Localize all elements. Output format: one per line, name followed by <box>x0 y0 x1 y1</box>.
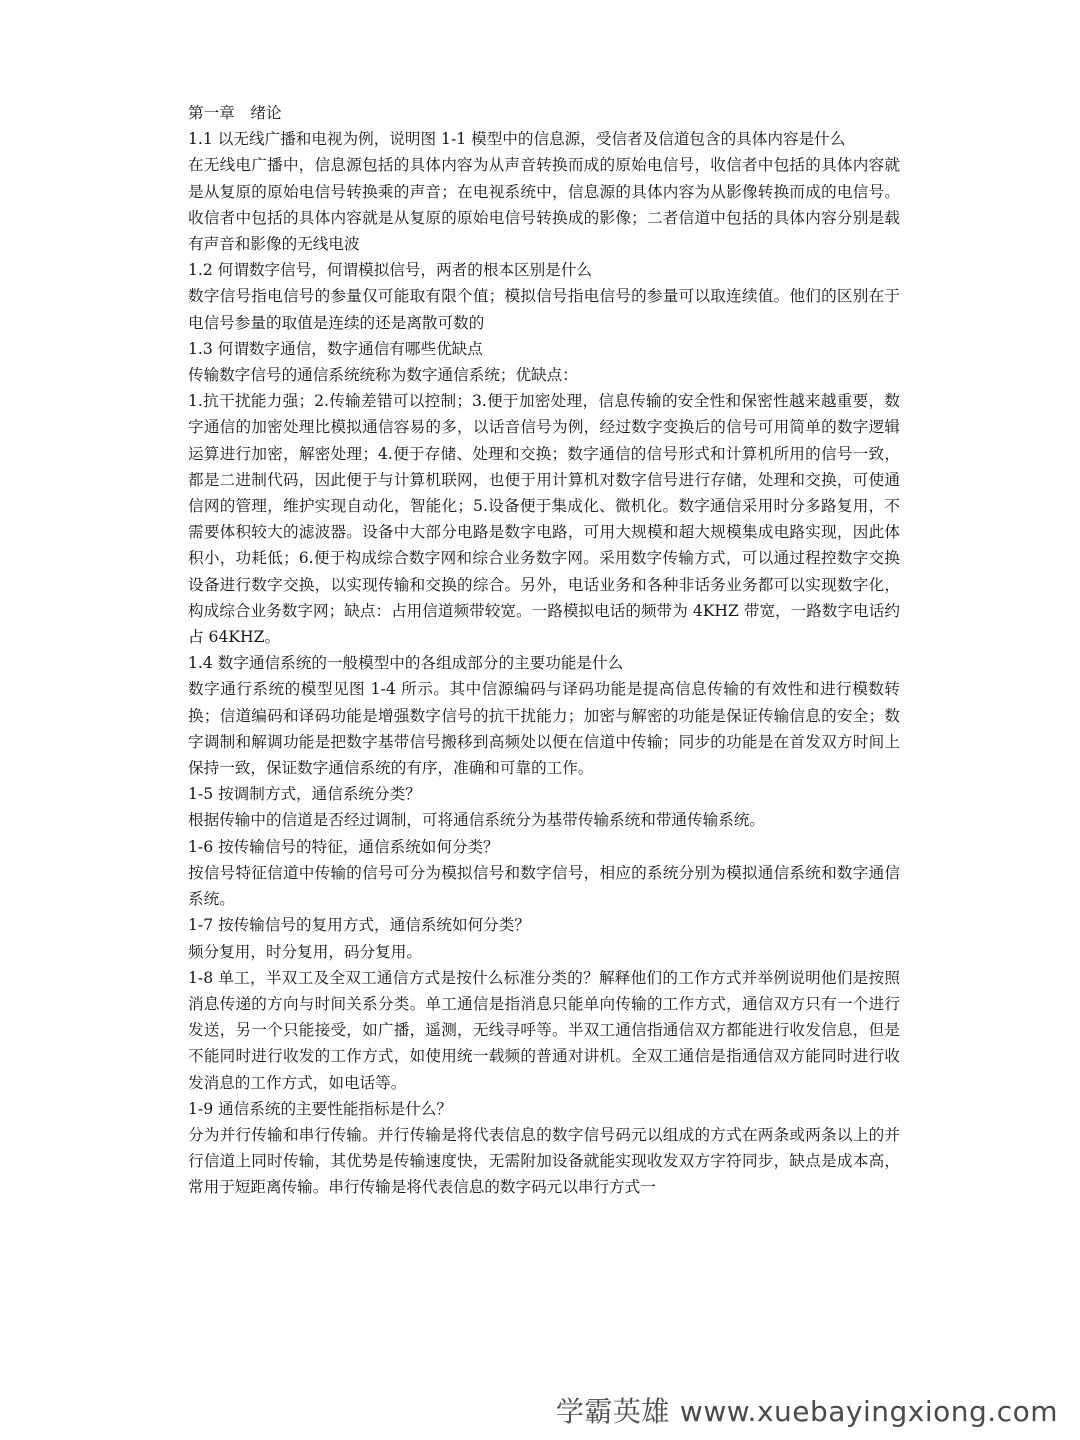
watermark-brand: 学霸英雄 <box>555 1395 670 1428</box>
answer-1-3-body: 1.抗干扰能力强；2.传输差错可以控制；3.便于加密处理，信息传输的安全性和保密性越来越重要，数字通信的加密处理比模拟通信容易的多，以话音信号为例，经过数字变换后的信号可用简单的数字逻辑运算进行加密，解密处理；4.便于存储、处理和交换；数字通信的信号形式和计算机所用的信号一致，都是二进制代码，因此便于与计算机联网，也便于用计算机对数字信号进行存储，处理和交换，可使通信网的管理，维护实现自动化，智能化；5.设备便于集成化、微机化。数字通信采用时分多路复用，不需要体积较大的滤波器。设备中大部分电路是数字电路，可用大规模和超大规模集成电路实现，因此体积小，功耗低；6.便于构成综合数字网和综合业务数字网。采用数字传输方式，可以通过程控数字交换设备进行数字交换，以实现传输和交换的综合。另外，电话业务和各种非话务业务都可以实现数字化，构成综合业务数字网；缺点：占用信道频带较宽。一路模拟电话的频带为 4KHZ 带宽，一路数字电话约占 64KHZ。 <box>188 392 900 647</box>
question-1-1: 1.1 以无线广播和电视为例，说明图 1-1 模型中的信息源，受信者及信道包含的具体内容是什么 <box>188 130 846 149</box>
answer-1-5: 根据传输中的信道是否经过调制，可将通信系统分为基带传输系统和带通传输系统。 <box>188 811 765 830</box>
watermark-url: www.xuebayingxiong.com <box>679 1395 1058 1428</box>
answer-1-6: 按信号特征信道中传输的信号可分为模拟信号和数字信号，相应的系统分别为模拟通信系统和数字通信系统。 <box>188 863 900 909</box>
answer-1-7: 频分复用，时分复用，码分复用。 <box>188 942 422 961</box>
answer-1-2: 数字信号指电信号的参量仅可能取有限个值；模拟信号指电信号的参量可以取连续值。他们的区别在于电信号参量的取值是连续的还是离散可数的 <box>188 287 900 332</box>
answer-1-4: 数字通行系统的模型见图 1-4 所示。其中信源编码与译码功能是提高信息传输的有效性和进行模数转换；信道编码和译码功能是增强数字信号的抗干扰能力；加密与解密的功能是保证传输信息的安全；数字调制和解调功能是把数字基带信号搬移到高频处以便在信道中传输；同步的功能是在首发双方时间上保持一致，保证数字通信系统的有序，准确和可靠的工作。 <box>188 680 900 778</box>
question-1-7: 1-7 按传输信号的复用方式，通信系统如何分类？ <box>188 916 530 935</box>
chapter-title: 第一章 绪论 <box>188 104 282 122</box>
question-1-9: 1-9 通信系统的主要性能指标是什么？ <box>188 1099 452 1118</box>
document-body <box>188 100 900 1201</box>
question-1-3: 1.3 何谓数字通信，数字通信有哪些优缺点 <box>188 339 483 358</box>
answer-1-9: 分为并行传输和串行传输。并行传输是将代表信息的数字信号码元以组成的方式在两条或两条以上的并行信道上同时传输，其优势是传输速度快，无需附加设备就能实现收发双方字符同步，缺点是成本高，常用于短距离传输。串行传输是将代表信息的数字码元以串行方式一 <box>188 1125 900 1197</box>
question-1-6: 1-6 按传输信号的特征，通信系统如何分类？ <box>188 837 499 856</box>
answer-1-3-intro: 传输数字信号的通信系统统称为数字通信系统；优缺点： <box>188 366 578 385</box>
question-1-2: 1.2 何谓数字信号，何谓模拟信号，两者的根本区别是什么 <box>188 261 593 280</box>
watermark <box>556 1390 1058 1430</box>
question-1-4: 1.4 数字通信系统的一般模型中的各组成部分的主要功能是什么 <box>188 654 624 673</box>
question-1-5: 1-5 按调制方式，通信系统分类？ <box>188 785 421 804</box>
question-answer-1-8: 1-8 单工，半双工及全双工通信方式是按什么标准分类的？解释他们的工作方式并举例说明他们是按照消息传递的方向与时间关系分类。单工通信是指消息只能单向传输的工作方式，通信双方只有一个进行发送，另一个只能接受，如广播，遥测，无线寻呼等。半双工通信指通信双方都能进行收发信息，但是不能同时进行收发的工作方式，如使用统一载频的普通对讲机。全双工通信是指通信双方能同时进行收发消息的工作方式，如电话等。 <box>188 968 900 1092</box>
answer-1-1: 在无线电广播中，信息源包括的具体内容为从声音转换而成的原始电信号，收信者中包括的具体内容就是从复原的原始电信号转换乘的声音；在电视系统中，信息源的具体内容为从影像转换而成的电信号。收信者中包括的具体内容就是从复原的原始电信号转换成的影像；二者信道中包括的具体内容分别是载有声音和影像的无线电波 <box>188 156 900 254</box>
